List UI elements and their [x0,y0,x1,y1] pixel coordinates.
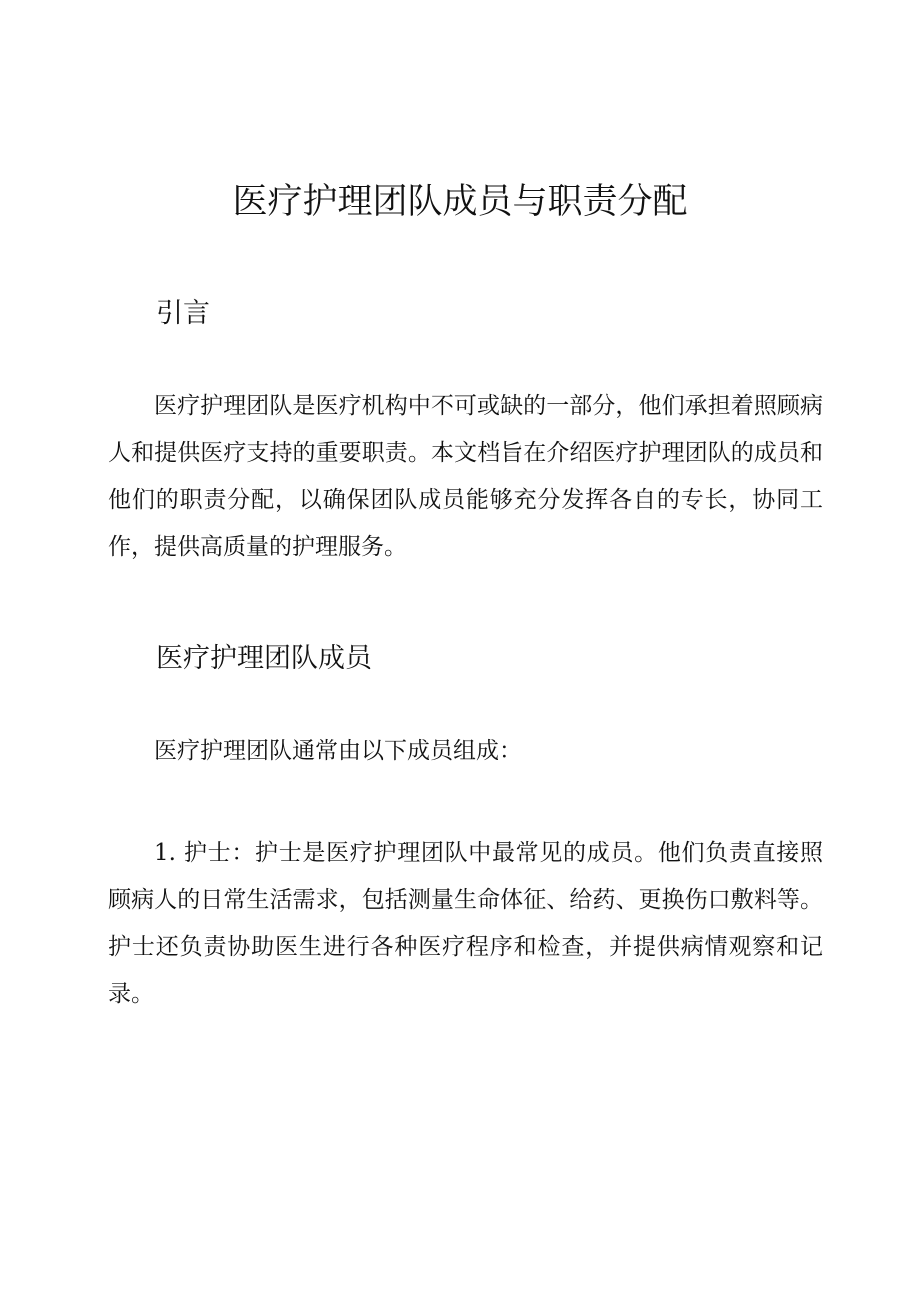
team-members-intro-paragraph: 医疗护理团队通常由以下成员组成： [154,738,522,764]
section-heading-introduction: 引言 [156,298,210,329]
nurse-role-paragraph: 1. 护士：护士是医疗护理团队中最常见的成员。他们负责直接照顾病人的日常生活需求，包括测量生命体征、给药、更换伤口敷料等。护士还负责协助医生进行各种医疗程序和检查，并提供病情观察和记录。 [108,840,823,1007]
introduction-paragraph: 医疗护理团队是医疗机构中不可或缺的一部分，他们承担着照顾病人和提供医疗支持的重要职责。本文档旨在介绍医疗护理团队的成员和他们的职责分配，以确保团队成员能够充分发挥各自的专长，协同工作，提供高质量的护理服务。 [108,393,823,560]
section-heading-team-members: 医疗护理团队成员 [156,643,372,674]
document-title: 医疗护理团队成员与职责分配 [232,182,688,222]
